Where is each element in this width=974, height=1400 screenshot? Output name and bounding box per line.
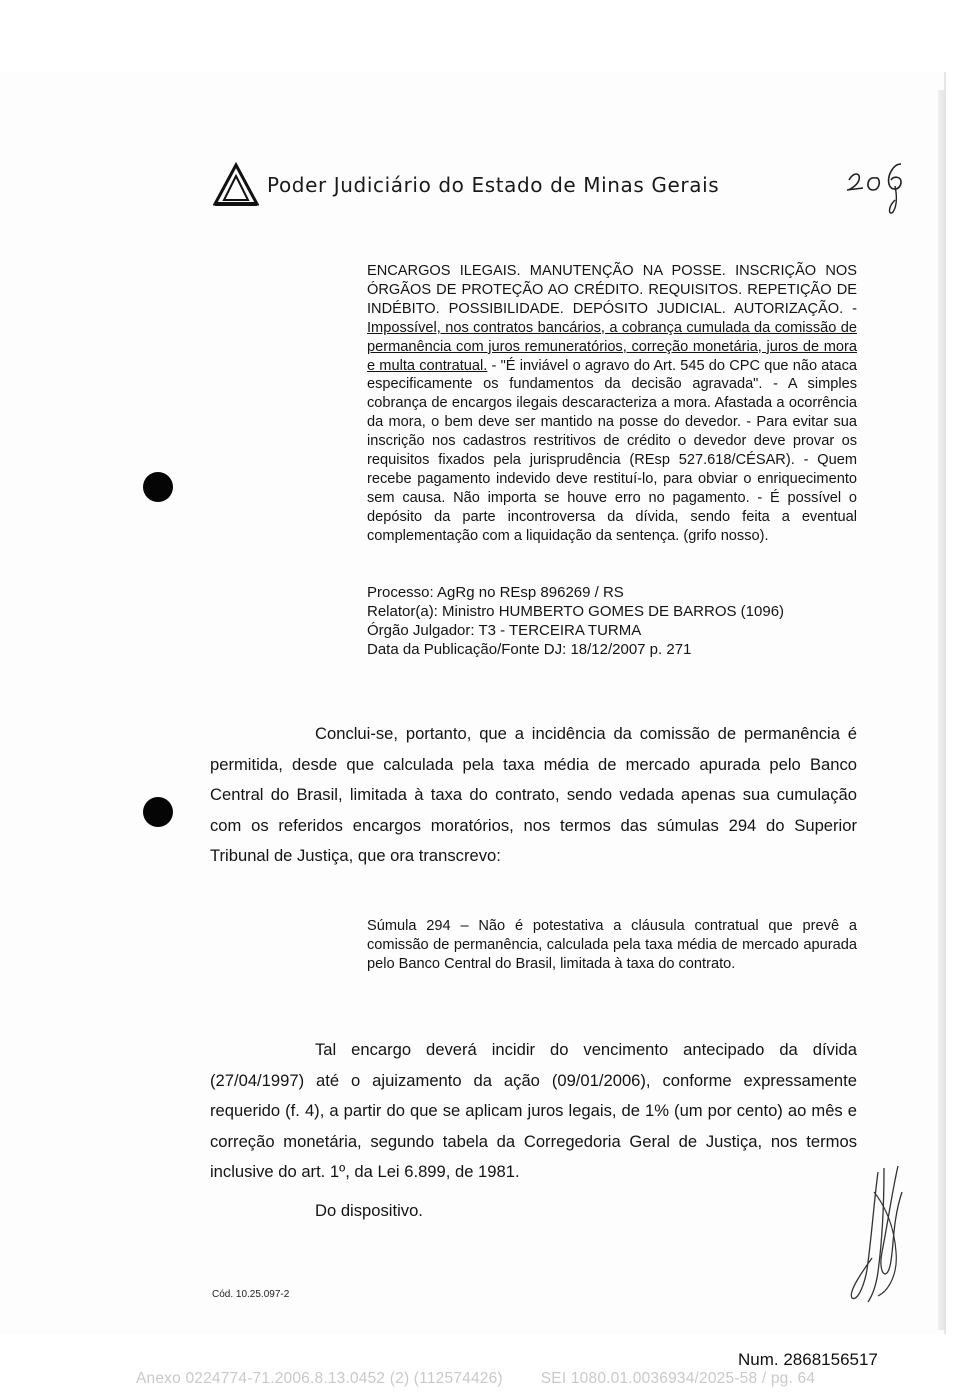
punch-hole (143, 472, 173, 502)
case-metadata (367, 583, 784, 659)
case-processo: Processo: AgRg no REsp 896269 / RS (367, 584, 624, 601)
document-code: Cód. 10.25.097-2 (212, 1289, 290, 1300)
document-number: Num. 2868156517 (738, 1350, 878, 1369)
page-header (213, 162, 719, 208)
footer-sei: SEI 1080.01.0036934/2025-58 / pg. 64 (540, 1370, 816, 1387)
sumula-quote: Súmula 294 – Não é potestativa a cláusula contratual que prevê a comissão de permanência, calculada pela taxa média de mercado apurada pelo Banco Central do Brasil, limitada à taxa do contrato. (367, 918, 857, 972)
case-relator: Relator(a): Ministro HUMBERTO GOMES DE BARROS (1096) (367, 603, 785, 620)
quote-text-underlined: Impossível, nos contratos bancários, a cobrança cumulada da comissão de permanência com juros remuneratórios, correção monetária, juros de mora e multa contratual. (367, 319, 857, 374)
header-title: Poder Judiciário do Estado de Minas Gerais (267, 173, 720, 197)
body-paragraph-dispositivo: Do dispositivo. (315, 1201, 423, 1220)
handwritten-folio-number (843, 150, 923, 220)
handwritten-signature (838, 1162, 918, 1312)
case-data: Data da Publicação/Fonte DJ: 18/12/2007 p. 271 (367, 641, 692, 658)
quote-text-rest: - "É inviável o agravo do Art. 545 do CPC que não ataca especificamente os fundamentos da decisão agravada". - A simples cobrança de encargos ilegais descaracteriza a mora. Afastada a ocorrência da mora, o bem deve ser mantido na posse do devedor. - Para evitar sua inscrição nos cadastros restritivos de crédito o devedor deve provar os requisitos fixados pela jurisprudência (REsp 527.618/CÉSAR). - Quem recebe pagamento indevido deve restituí-lo, para obviar o enriquecimento sem causa. Não importa se houve erro no pagamento. - É possível o depósito da parte incontroversa da dívida, sendo feita a eventual complementação com a liquidação da sentença. (grifo nosso). (367, 357, 857, 544)
case-orgao: Órgão Julgador: T3 - TERCEIRA TURMA (367, 622, 642, 639)
triangle-logo-icon (213, 162, 259, 208)
footer-stamp (136, 1370, 853, 1388)
page-edge-shadow (938, 90, 946, 1330)
jurisprudence-quote (367, 262, 857, 546)
body-paragraph-encargo: Tal encargo deverá incidir do vencimento antecipado da dívida (27/04/1997) até o ajuizamento da ação (09/01/2006), conforme expressamente requerido (f. 4), a partir do que se aplicam juros legais, de 1% (um por cento) ao mês e correção monetária, segundo tabela da Corregedoria Geral de Justiça, nos termos inclusive do art. 1º, da Lei 6.899, de 1981. (210, 1040, 857, 1182)
punch-hole (143, 797, 173, 827)
body-paragraph-conclusion: Conclui-se, portanto, que a incidência da comissão de permanência é permitida, desde que calculada pela taxa média de mercado apurada pelo Banco Central do Brasil, limitada à taxa do contrato, sendo vedada apenas sua cumulação com os referidos encargos moratórios, nos termos das súmulas 294 do Superior Tribunal de Justiça, que ora transcrevo: (210, 724, 857, 866)
quote-text-intro: ENCARGOS ILEGAIS. MANUTENÇÃO NA POSSE. INSCRIÇÃO NOS ÓRGÃOS DE PROTEÇÃO AO CRÉDITO. REQUISITOS. REPETIÇÃO DE INDÉBITO. POSSIBILIDADE. DEPÓSITO JUDICIAL. AUTORIZAÇÃO. - (367, 263, 857, 317)
footer-anexo: Anexo 0224774-71.2006.8.13.0452 (2) (112574426) (136, 1370, 503, 1387)
